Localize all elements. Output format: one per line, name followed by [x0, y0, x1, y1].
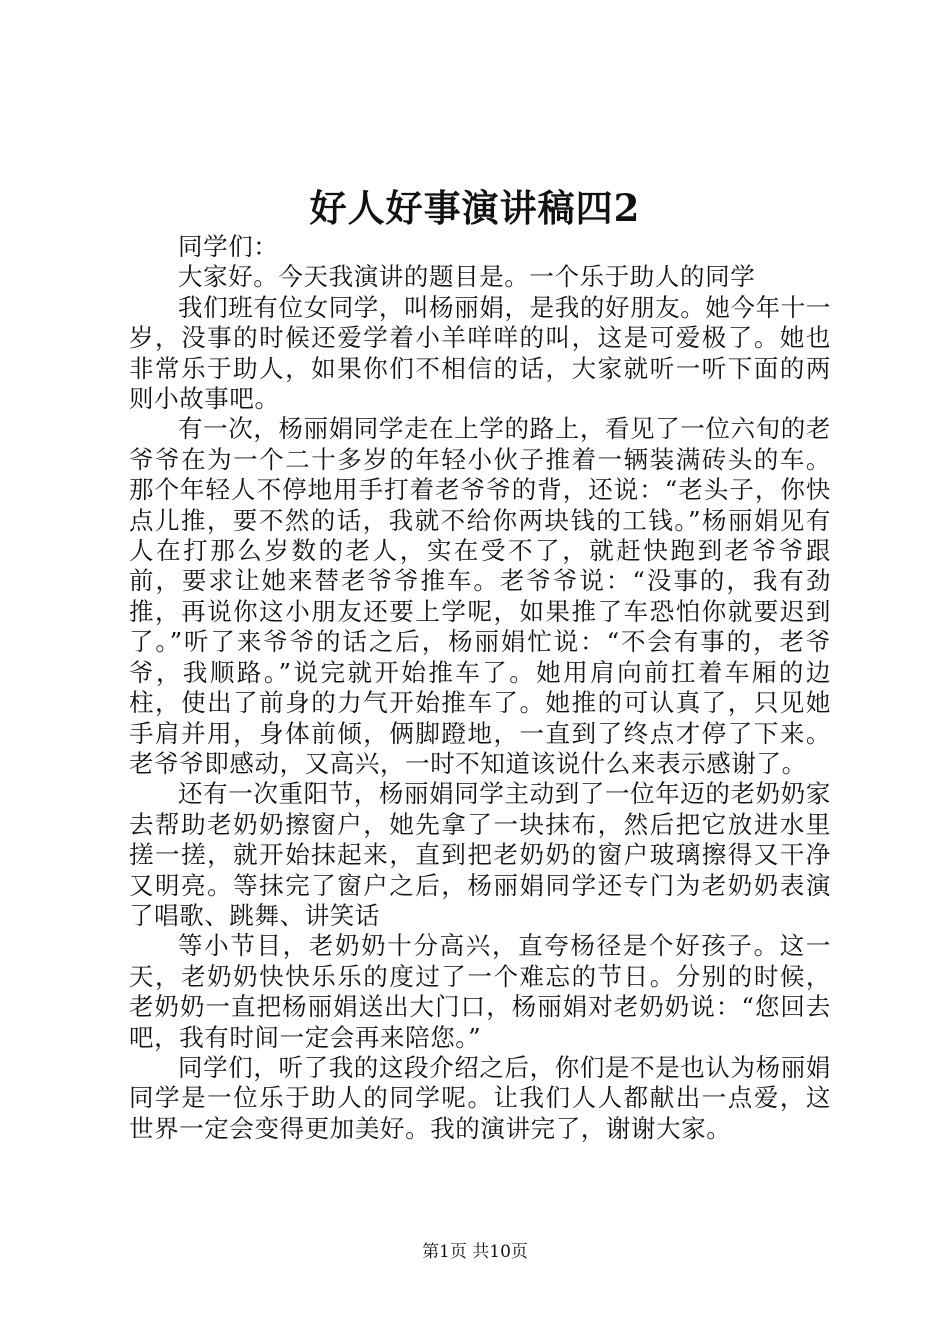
paragraph-story-one: 有一次，杨丽娟同学走在上学的路上，看见了一位六旬的老爷爷在为一个二十多岁的年轻小伙子推着一辆装满砖头的车。那个年轻人不停地用手打着老爷爷的背，还说：“老头子，你快点儿推，要不然的话，我就不给你两块钱的工钱。”杨丽娟见有人在打那么岁数的老人，实在受不了，就赶快跑到老爷爷跟前，要求让她来替老爷爷推车。老爷爷说：“没事的，我有劲推，再说你这小朋友还要上学呢，如果推了车恐怕你就要迟到了。”听了来爷爷的话之后，杨丽娟忙说：“不会有事的，老爷爷，我顺路。”说完就开始推车了。她用肩向前扛着车厢的边柱，使出了前身的力气开始推车了。她推的可认真了，只见她手肩并用，身体前倾，俩脚蹬地，一直到了终点才停了下来。老爷爷即感动，又高兴，一时不知道该说什么来表示感谢了。: [129, 414, 831, 778]
paragraph-story-two: 还有一次重阳节，杨丽娟同学主动到了一位年迈的老奶奶家去帮助老奶奶擦窗户，她先拿了一块抹布，然后把它放进水里搓一搓，就开始抹起来，直到把老奶奶的窗户玻璃擦得又干净又明亮。等抹完了窗户之后，杨丽娟同学还专门为老奶奶表演了唱歌、跳舞、讲笑话: [129, 779, 831, 930]
document-body: [129, 232, 831, 1144]
document-title: 好人好事演讲稿四2: [309, 186, 641, 230]
paragraph-story-two-continued: 等小节目，老奶奶十分高兴，直夸杨径是个好孩子。这一天，老奶奶快快乐乐的度过了一个难忘的节日。分别的时候，老奶奶一直把杨丽娟送出大门口，杨丽娟对老奶奶说：“您回去吧，我有时间一定会再来陪您。”: [129, 931, 831, 1052]
paragraph-conclusion: 同学们，听了我的这段介绍之后，你们是不是也认为杨丽娟同学是一位乐于助人的同学呢。让我们人人都献出一点爱，这世界一定会变得更加美好。我的演讲完了，谢谢大家。: [129, 1052, 831, 1143]
page-number: 第1页 共10页: [422, 1242, 528, 1262]
paragraph-intro: 我们班有位女同学，叫杨丽娟，是我的好朋友。她今年十一岁，没事的时候还爱学着小羊咩咩的叫，这是可爱极了。她也非常乐于助人，如果你们不相信的话，大家就听一听下面的两则小故事吧。: [129, 292, 831, 414]
paragraph-topic: 大家好。今天我演讲的题目是。一个乐于助人的同学: [178, 262, 756, 292]
paragraph-greeting: 同学们：: [178, 232, 279, 261]
